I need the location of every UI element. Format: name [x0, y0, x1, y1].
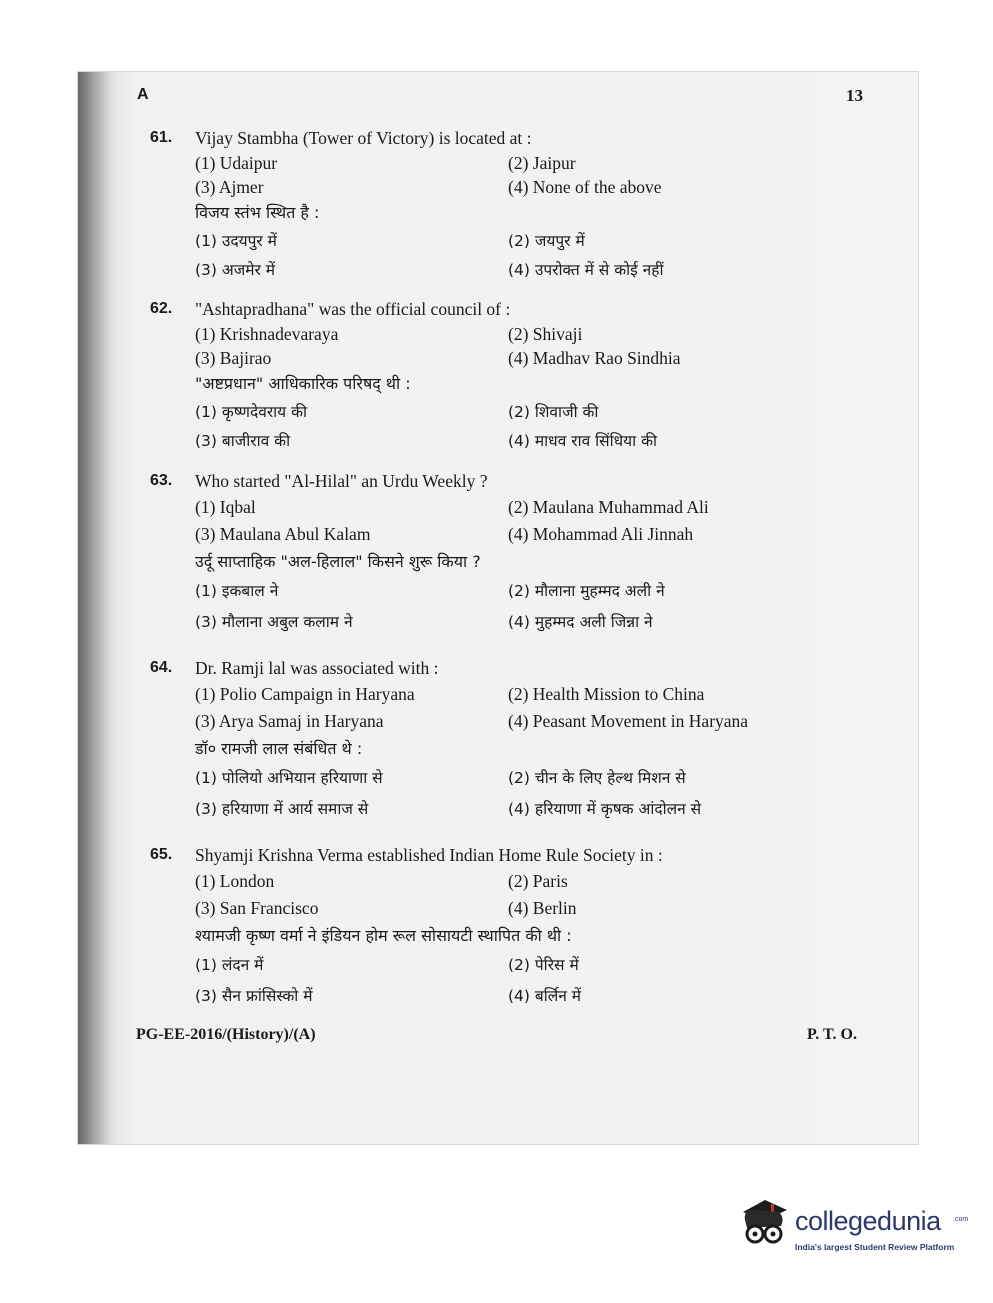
question-text-hi: "अष्टप्रधान" आधिकारिक परिषद् थी : — [195, 374, 411, 393]
question-61 — [150, 125, 840, 285]
option-en-4: (4) Berlin — [508, 898, 577, 918]
option-hi-3: (3) मौलाना अबुल कलाम ने — [195, 613, 353, 631]
option-hi-1: (1) इकबाल ने — [195, 582, 279, 600]
brand-domain: .com — [953, 1216, 969, 1223]
question-number: 65. — [150, 846, 173, 863]
paper-code: PG-EE-2016/(History)/(A) — [136, 1026, 316, 1043]
option-hi-4: (4) माधव राव सिंधिया की — [508, 432, 658, 450]
option-en-3: (3) Arya Samaj in Haryana — [195, 711, 384, 731]
option-hi-3: (3) बाजीराव की — [195, 432, 291, 450]
option-hi-1: (1) कृष्णदेवराय की — [195, 403, 308, 421]
question-text-hi: उर्दू साप्ताहिक "अल-हिलाल" किसने शुरू किया ? — [195, 552, 481, 571]
option-en-3: (3) San Francisco — [195, 898, 319, 918]
option-hi-3: (3) सैन फ्रांसिस्को में — [195, 987, 313, 1005]
option-en-3: (3) Ajmer — [195, 177, 264, 197]
option-en-2: (2) Shivaji — [508, 324, 583, 344]
option-hi-2: (2) शिवाजी की — [508, 403, 599, 421]
option-hi-2: (2) मौलाना मुहम्मद अली ने — [508, 582, 665, 600]
option-en-4: (4) Madhav Rao Sindhia — [508, 348, 681, 368]
option-hi-2: (2) चीन के लिए हेल्थ मिशन से — [508, 769, 686, 787]
question-62 — [150, 296, 840, 456]
option-hi-1: (1) पोलियो अभियान हरियाणा से — [195, 769, 383, 787]
question-text-hi: विजय स्तंभ स्थित है : — [195, 203, 320, 222]
option-hi-2: (2) जयपुर में — [508, 232, 585, 250]
option-hi-1: (1) लंदन में — [195, 956, 264, 974]
set-letter: A — [137, 86, 149, 103]
question-63 — [150, 468, 840, 638]
question-text-hi: डॉ० रामजी लाल संबंधित थे : — [195, 739, 363, 758]
option-hi-3: (3) अजमेर में — [195, 261, 276, 279]
option-en-2: (2) Jaipur — [508, 153, 576, 173]
question-number: 61. — [150, 129, 173, 146]
option-en-1: (1) Iqbal — [195, 497, 256, 517]
option-en-1: (1) Polio Campaign in Haryana — [195, 684, 415, 704]
option-hi-3: (3) हरियाणा में आर्य समाज से — [195, 800, 369, 818]
question-text-en: Shyamji Krishna Verma established Indian Home Rule Society in : — [195, 845, 663, 865]
question-64 — [150, 655, 840, 825]
option-en-2: (2) Maulana Muhammad Ali — [508, 497, 709, 517]
option-en-1: (1) London — [195, 871, 275, 891]
option-hi-2: (2) पेरिस में — [508, 956, 579, 974]
please-turn-over: P. T. O. — [807, 1026, 857, 1043]
question-text-en: Vijay Stambha (Tower of Victory) is located at : — [195, 128, 532, 148]
option-hi-4: (4) उपरोक्त में से कोई नहीं — [508, 261, 664, 279]
question-number: 62. — [150, 300, 173, 317]
option-hi-1: (1) उदयपुर में — [195, 232, 277, 250]
question-text-en: Dr. Ramji lal was associated with : — [195, 658, 439, 678]
question-text-en: Who started "Al-Hilal" an Urdu Weekly ? — [195, 471, 488, 491]
collegedunia-logo — [735, 1196, 969, 1260]
question-number: 64. — [150, 659, 173, 676]
option-en-1: (1) Krishnadevaraya — [195, 324, 339, 344]
option-en-4: (4) Mohammad Ali Jinnah — [508, 524, 694, 544]
question-text-en: "Ashtapradhana" was the official council of : — [195, 299, 511, 319]
option-hi-4: (4) हरियाणा में कृषक आंदोलन से — [508, 800, 702, 818]
question-text-hi: श्यामजी कृष्ण वर्मा ने इंडियन होम रूल सोसायटी स्थापित की थी : — [195, 926, 572, 945]
option-en-2: (2) Health Mission to China — [508, 684, 705, 704]
page-binding-shadow — [78, 72, 118, 1144]
option-en-3: (3) Maulana Abul Kalam — [195, 524, 371, 544]
option-en-2: (2) Paris — [508, 871, 568, 891]
question-number: 63. — [150, 472, 173, 489]
page-number: 13 — [846, 86, 863, 105]
brand-tagline: India's largest Student Review Platform — [795, 1242, 955, 1252]
option-hi-4: (4) बर्लिन में — [508, 987, 582, 1005]
option-hi-4: (4) मुहम्मद अली जिन्ना ने — [508, 613, 653, 631]
option-en-4: (4) Peasant Movement in Haryana — [508, 711, 749, 731]
option-en-4: (4) None of the above — [508, 177, 662, 197]
mascot-icon — [735, 1196, 793, 1256]
option-en-3: (3) Bajirao — [195, 348, 272, 368]
question-65 — [150, 842, 840, 1012]
option-en-1: (1) Udaipur — [195, 153, 278, 173]
brand-name: collegedunia — [795, 1206, 941, 1236]
